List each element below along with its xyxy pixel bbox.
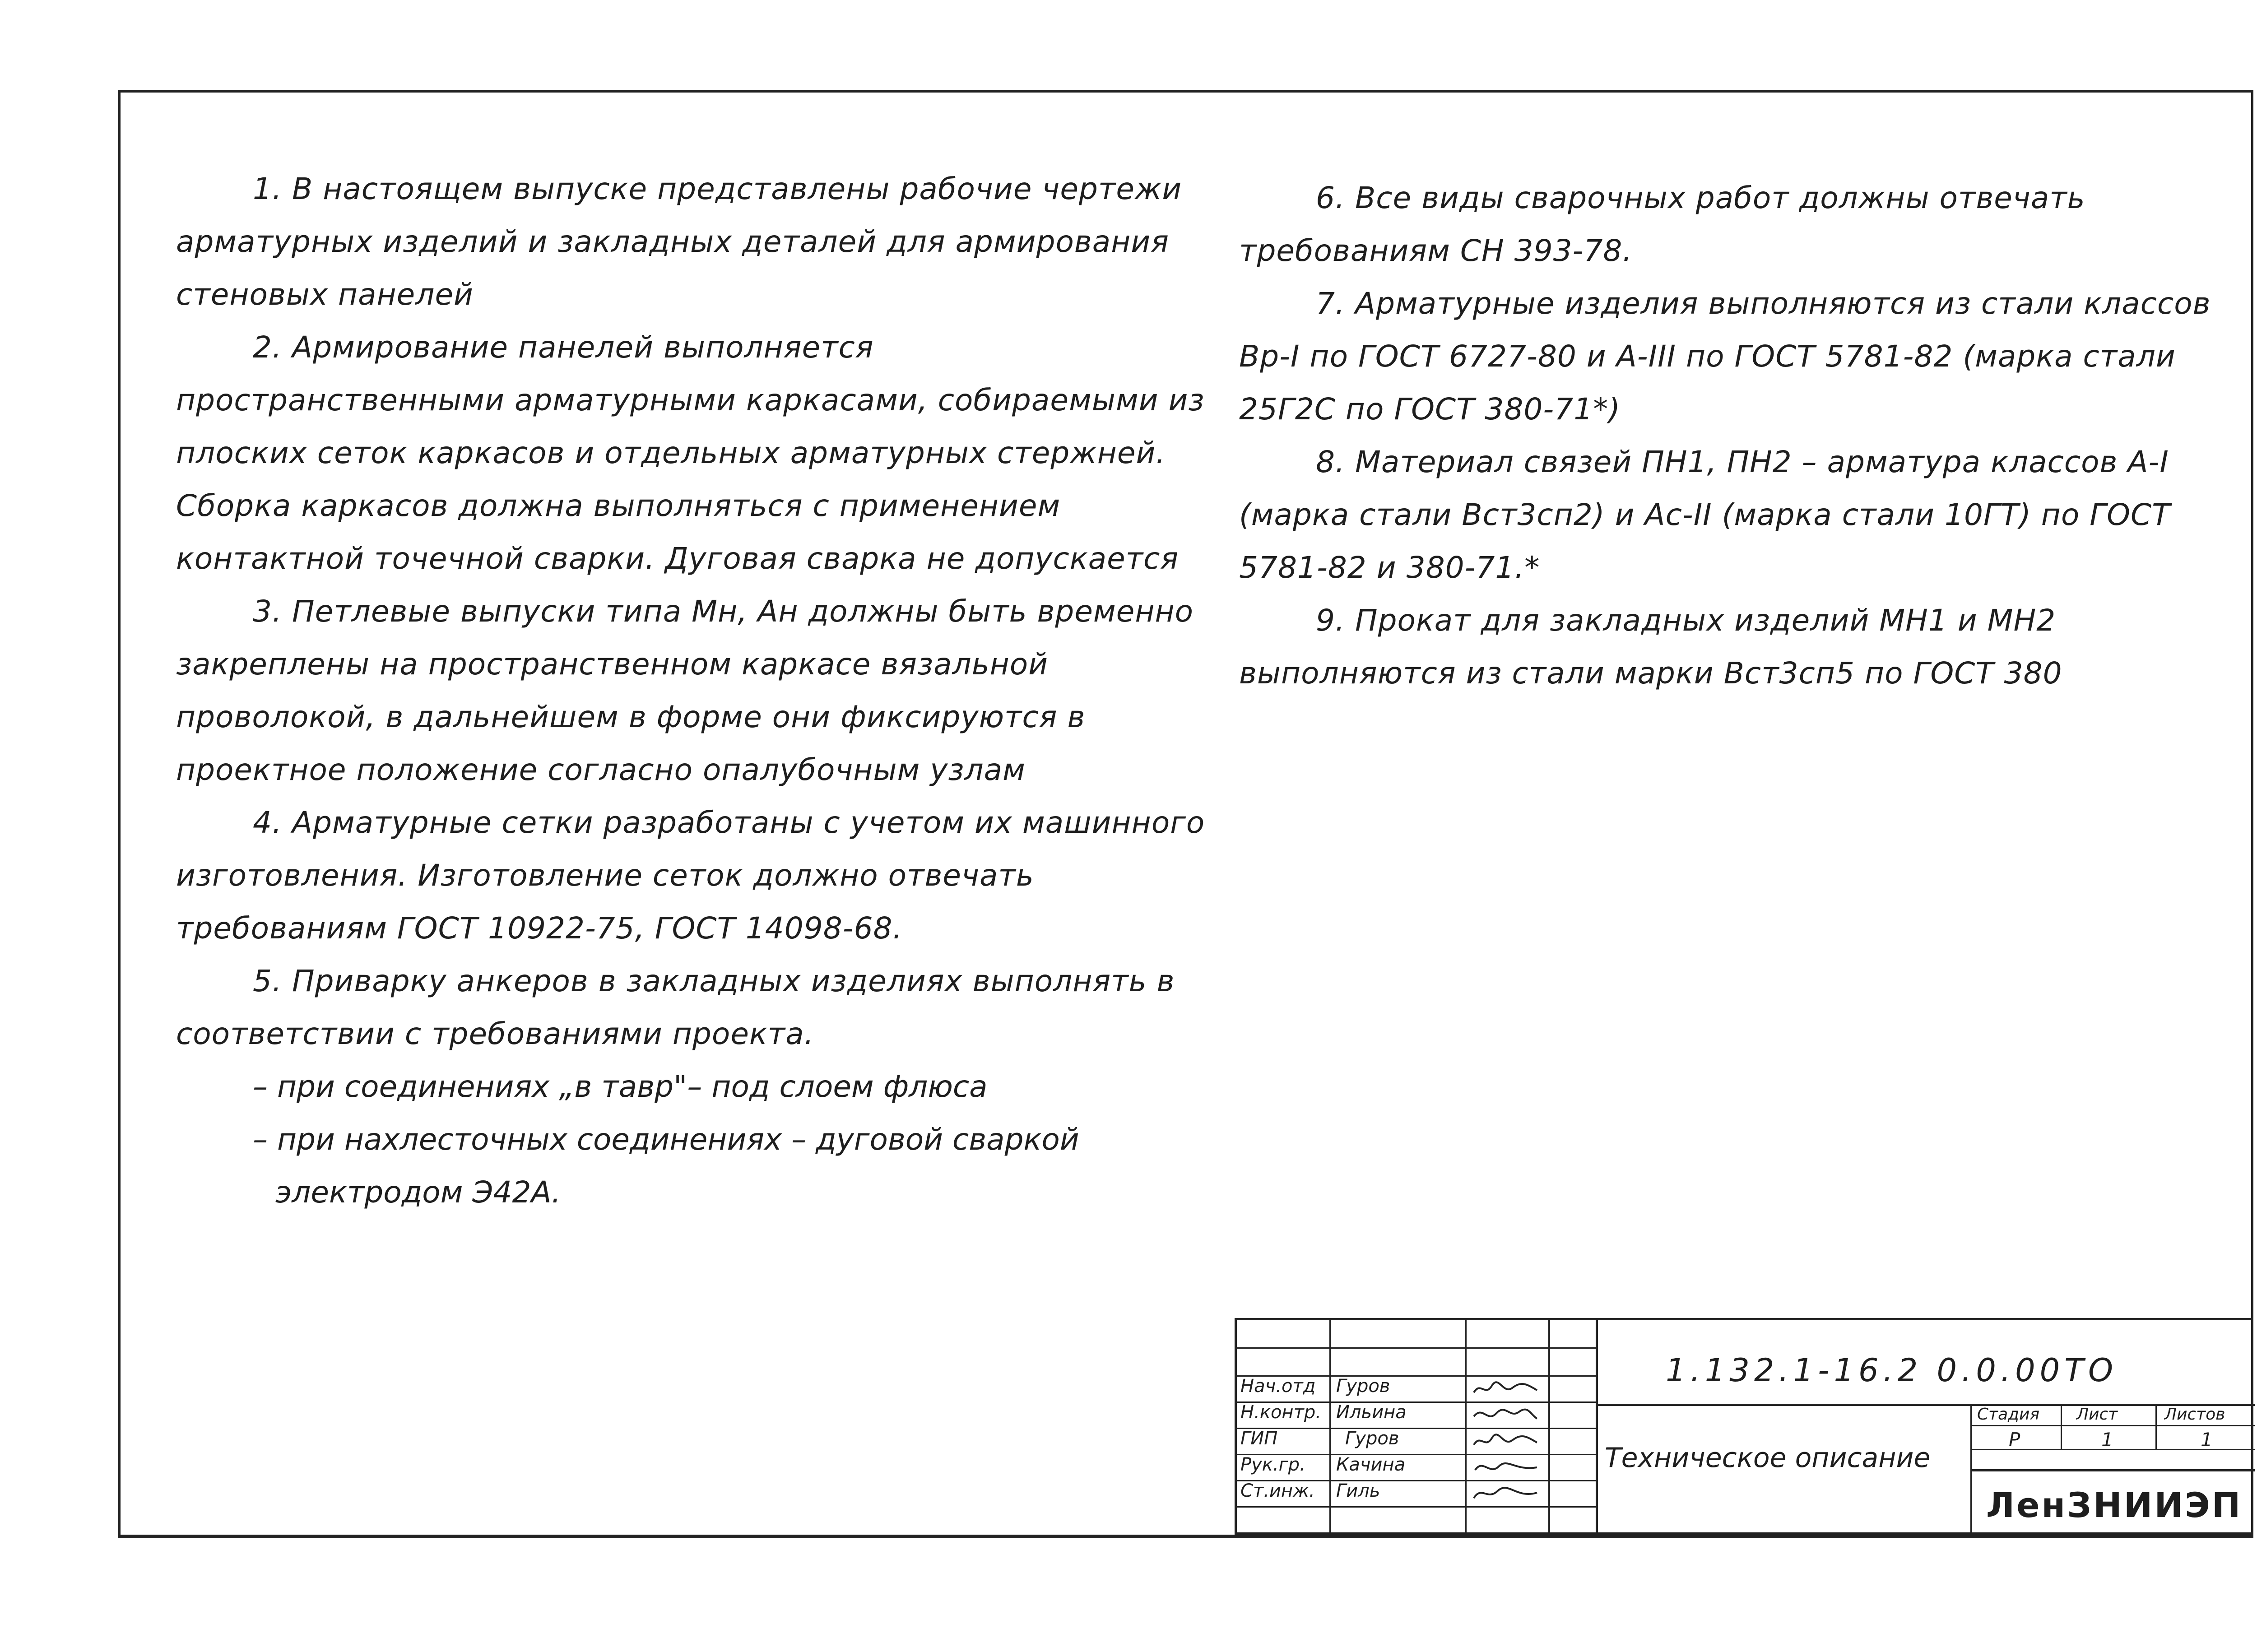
- name-3: Гуров: [1345, 1428, 1399, 1449]
- stage-header: Стадия: [1977, 1405, 2040, 1424]
- sheet-value: 1: [2101, 1429, 2113, 1451]
- note-2-text: 2. Армирование панелей выполняется пространственными арматурными каркасами, собираемыми из плоских сеток каркасов и отдельных арматурных стержней. Сборка каркасов должна выполняться с применением контактной точечной сварки. Дуговая сварка не допускается: [176, 330, 1215, 576]
- tb-line: [1237, 1428, 1596, 1429]
- note-9: [1239, 594, 2250, 700]
- sheets-header: Листов: [2164, 1405, 2225, 1424]
- note-1-text: 1. В настоящем выпуске представлены рабочие чертежи арматурных изделий и закладных деталей для армирования стеновых панелей: [176, 172, 1192, 312]
- role-1: Нач.отд: [1240, 1376, 1316, 1397]
- organization-name: ЛенЗНИИЭП: [1986, 1485, 2243, 1525]
- weld-item-tee: – при соединениях „в тавр"– под слоем флюса: [253, 1069, 988, 1104]
- note-2: [176, 321, 1215, 585]
- note-4-text: 4. Арматурные сетки разработаны с учетом их машинного изготовления. Изготовление сеток должно отвечать требованиям ГОСТ 10922-75, ГОСТ 14098-68.: [176, 805, 1215, 946]
- notes-left-column: [176, 162, 1215, 1219]
- tb-line: [1237, 1506, 1596, 1508]
- title-block: [1235, 1318, 2252, 1535]
- tb-line: [1596, 1320, 1598, 1532]
- role-5: Ст.инж.: [1240, 1480, 1315, 1501]
- note-1: [176, 162, 1205, 321]
- note-9-text: 9. Прокат для закладных изделий МН1 и МН2 выполняются из стали марки Вст3сп5 по ГОСТ 380: [1239, 603, 2066, 691]
- weld-item-lap-cont: электродом Э42А.: [275, 1175, 561, 1210]
- note-7: [1239, 277, 2250, 436]
- role-3: ГИП: [1240, 1428, 1278, 1449]
- document-code: 1.132.1-16.2 0.0.00ТО: [1666, 1352, 2118, 1389]
- note-7-text: 7. Арматурные изделия выполняются из стали классов Вр-I по ГОСТ 6727-80 и А-III по ГОСТ 5781-82 (марка стали 25Г2С по ГОСТ 380-71*): [1239, 286, 2221, 427]
- note-5: [176, 955, 1205, 1060]
- signature-4: [1472, 1457, 1539, 1477]
- stage-value: Р: [2009, 1429, 2020, 1451]
- tb-line: [1465, 1320, 1467, 1532]
- role-2: Н.контр.: [1240, 1402, 1321, 1423]
- tb-line: [1237, 1347, 1596, 1349]
- signature-1: [1472, 1379, 1539, 1399]
- role-4: Рук.гр.: [1240, 1454, 1305, 1475]
- tb-line: [2155, 1404, 2157, 1449]
- note-8-text: 8. Материал связей ПН1, ПН2 – арматура классов А-I (марка стали Вст3сп2) и Ас-II (марка стали 10ГТ) по ГОСТ 5781-82 и 380-71.*: [1239, 445, 2181, 585]
- note-6-text: 6. Все виды сварочных работ должны отвечать требованиям СН 393-78.: [1239, 181, 2095, 268]
- signature-5: [1472, 1484, 1539, 1504]
- name-2: Ильина: [1336, 1402, 1407, 1423]
- signature-3: [1472, 1431, 1539, 1451]
- note-5-text: 5. Приварку анкеров в закладных изделиях выполнять в соответствии с требованиями проекта.: [176, 964, 1185, 1051]
- tb-line: [1329, 1320, 1331, 1532]
- sheets-value: 1: [2201, 1429, 2213, 1451]
- tb-line: [2061, 1404, 2062, 1449]
- tb-line: [1970, 1469, 2255, 1471]
- document-title: Техническое описание: [1605, 1442, 1931, 1474]
- note-3-text: 3. Петлевые выпуски типа Мн, Ан должны быть временно закреплены на пространственном каркасе вязальной проволокой, в дальнейшем в форме они фиксируются в проектное положение согласно опалубочным узлам: [176, 594, 1203, 787]
- note-6: [1239, 172, 2250, 277]
- name-5: Гиль: [1336, 1480, 1380, 1501]
- sheet-header: Лист: [2076, 1405, 2118, 1424]
- signature-2: [1472, 1405, 1539, 1425]
- tb-line: [1548, 1320, 1550, 1532]
- weld-item-lap: – при нахлесточных соединениях – дуговой сваркой: [253, 1122, 1079, 1157]
- note-4: [176, 796, 1215, 955]
- notes-right-column: [1239, 172, 2250, 700]
- tb-line: [1970, 1425, 2255, 1426]
- name-4: Качина: [1336, 1454, 1406, 1475]
- note-8: [1239, 436, 2250, 594]
- name-1: Гуров: [1336, 1376, 1390, 1397]
- note-3: [176, 585, 1205, 796]
- tb-line: [1970, 1404, 1972, 1532]
